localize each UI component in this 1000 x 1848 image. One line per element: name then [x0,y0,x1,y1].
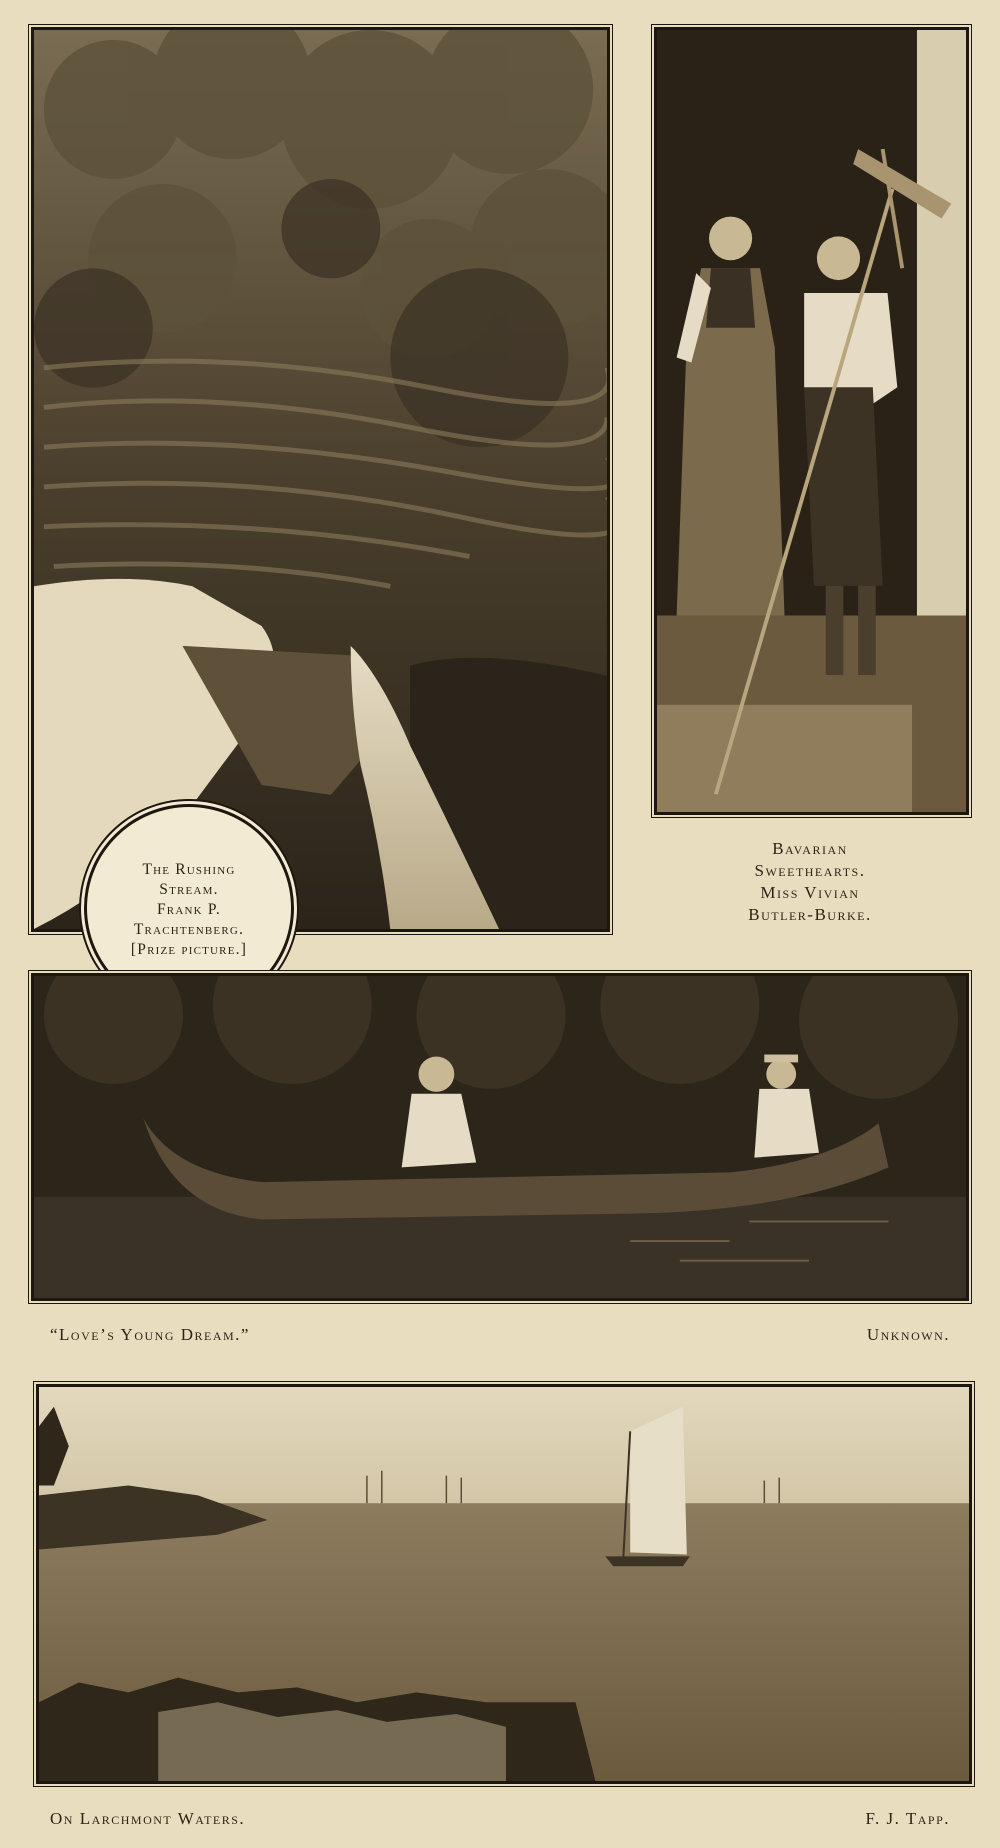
larchmont-title: On Larchmont Waters. [50,1809,246,1828]
stream-caption-line: The Rushing [142,861,236,878]
couple-image [657,30,966,812]
bavarian-caption-line: Miss Vivian [760,883,860,902]
stream-caption-line: Trachtenberg. [133,921,245,938]
larchmont-credit: F. J. Tapp. [865,1809,950,1828]
canoe-title: “Love’s Young Dream.” [50,1325,250,1344]
bavarian-caption-line: Butler-Burke. [748,905,872,924]
stream-caption-line: Stream. [159,881,219,898]
canoe-credit: Unknown. [866,1325,950,1344]
sailboat-image [39,1387,969,1781]
bavarian-caption-line: Bavarian [772,839,848,858]
bavarian-caption-line: Sweethearts. [754,861,866,880]
waterfall-image [34,30,607,929]
stream-caption-line: Frank P. [156,901,222,918]
bavarian-caption [700,838,920,926]
photo-bavarian-sweethearts [654,27,969,815]
stream-caption-line: [Prize picture.] [130,941,248,958]
photo-loves-young-dream [31,973,969,1301]
canoe-image [34,976,966,1298]
photo-rushing-stream [31,27,610,932]
photo-larchmont-waters [36,1384,972,1784]
